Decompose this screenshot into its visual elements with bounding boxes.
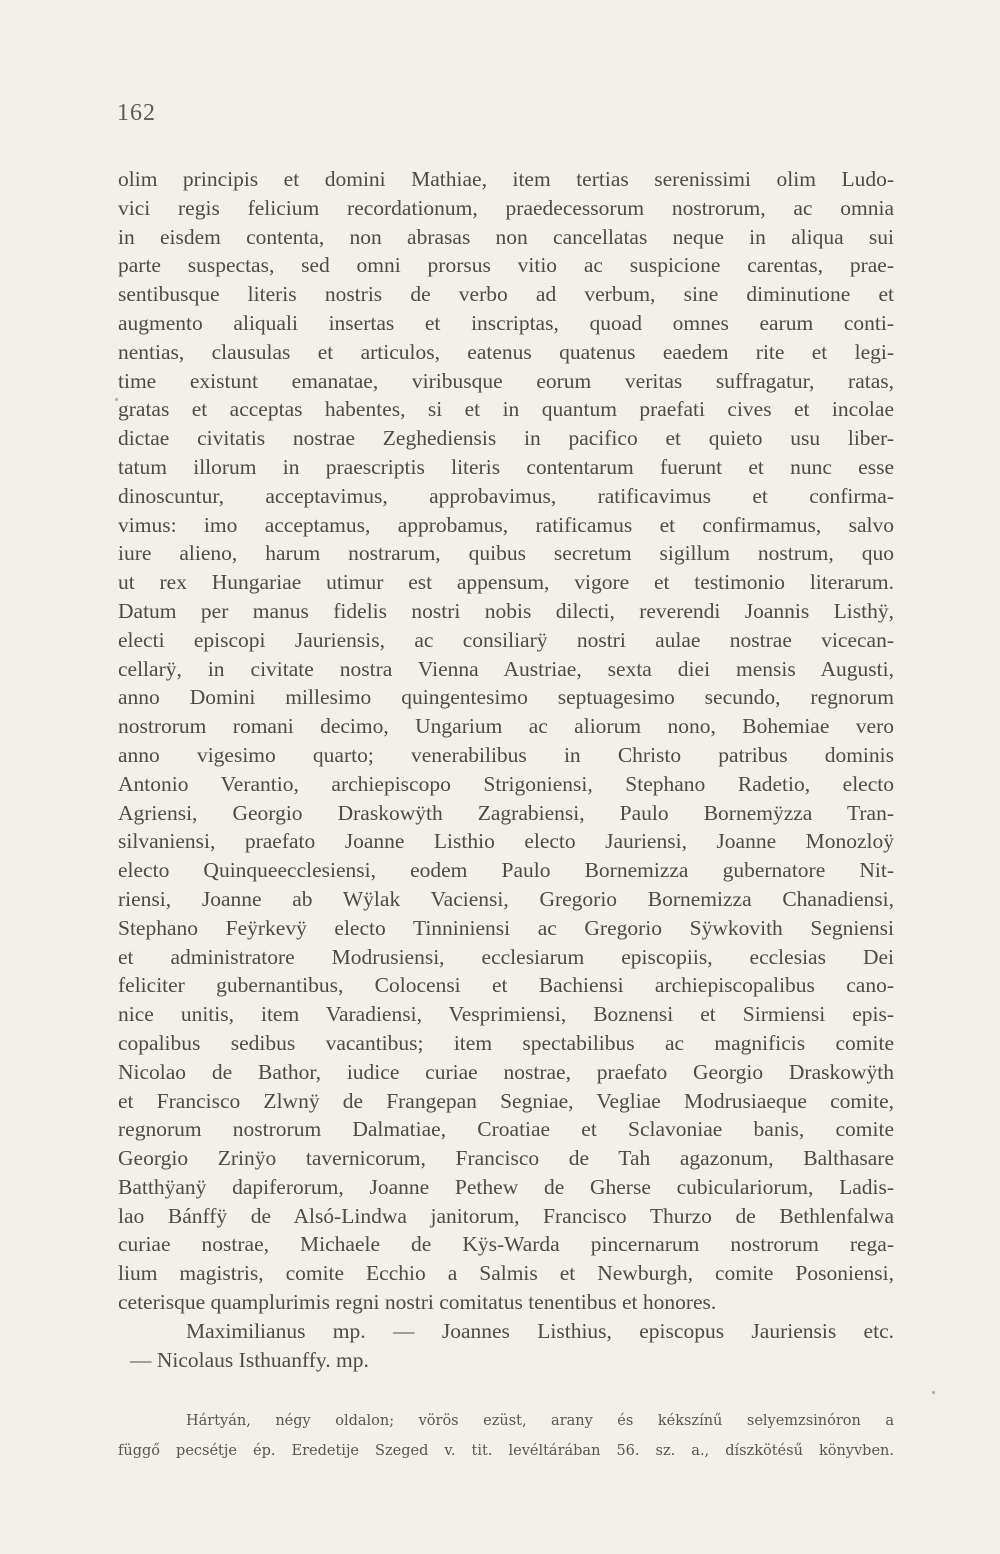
text-line: dinoscuntur, acceptavimus, approbavimus, ratificavimus et confirma- — [118, 483, 894, 508]
text-line: electi episcopi Jauriensis, ac consiliarÿ nostri aulae nostrae vicecan- — [118, 627, 894, 652]
text-line: sentibusque literis nostris de verbo ad verbum, sine diminutione et — [118, 282, 894, 307]
text-line: augmento aliquali insertas et inscriptas, quoad omnes earum conti- — [118, 310, 894, 335]
text-line: dictae civitatis nostrae Zeghediensis in pacifico et quieto usu liber- — [118, 426, 894, 451]
text-line: feliciter gubernantibus, Colocensi et Bachiensi archiepiscopalibus cano- — [118, 973, 894, 998]
text-line: Georgio Zrinÿo tavernicorum, Francisco de Tah agazonum, Balthasare — [118, 1146, 894, 1171]
text-line: nice unitis, item Varadiensi, Vesprimiensi, Boznensi et Sirmiensi epis- — [118, 1002, 894, 1027]
text-line: iure alieno, harum nostrarum, quibus secretum sigillum nostrum, quo — [118, 541, 894, 566]
text-line: lao Bánffÿ de Alsó-Lindwa janitorum, Francisco Thurzo de Bethlenfalwa — [118, 1203, 894, 1228]
text-line: Antonio Verantio, archiepiscopo Strigoniensi, Stephano Radetio, electo — [118, 771, 894, 796]
note-line: függő pecsétje ép. Eredetije Szeged v. tit. levéltárában 56. sz. a., díszkötésű könyvben. — [118, 1443, 894, 1459]
paper-speck — [115, 398, 118, 401]
main-text — [118, 165, 894, 1374]
text-line: olim principis et domini Mathiae, item tertias serenissimi olim Ludo- — [118, 167, 894, 191]
text-line: riensi, Joanne ab Wÿlak Vaciensi, Gregorio Bornemizza Chanadiensi, — [118, 886, 894, 911]
text-line: copalibus sedibus vacantibus; item spectabilibus ac magnificis comite — [118, 1030, 894, 1055]
text-line: et administratore Modrusiensi, ecclesiarum episcopiis, ecclesias Dei — [118, 944, 894, 969]
signature-line: — Nicolaus Isthuanffy. mp. — [130, 1347, 369, 1372]
text-line: et Francisco Zlwnÿ de Frangepan Segniae, Vegliae Modrusiaeque comite, — [118, 1088, 894, 1113]
page-number: 162 — [117, 100, 156, 126]
archival-note — [118, 1406, 894, 1466]
text-line: regnorum nostrorum Dalmatiae, Croatiae et Sclavoniae banis, comite — [118, 1117, 894, 1142]
text-line: nostrorum romani decimo, Ungarium ac aliorum nono, Bohemiae vero — [118, 714, 894, 739]
text-line: anno vigesimo quarto; venerabilibus in Christo patribus dominis — [118, 742, 894, 767]
paper-speck — [932, 1391, 935, 1394]
text-line: nentias, clausulas et articulos, eatenus quatenus eaedem rite et legi- — [118, 339, 894, 364]
note-line: Hártyán, négy oldalon; vörös ezüst, arany és kékszínű selyemzsinóron a — [186, 1413, 894, 1429]
text-line: Stephano Feÿrkevÿ electo Tinniniensi ac Gregorio Sÿwkovith Segniensi — [118, 915, 894, 940]
text-line: ceterisque quamplurimis regni nostri comitatus tenentibus et honores. — [118, 1290, 717, 1315]
text-line: curiae nostrae, Michaele de Kÿs-Warda pincernarum nostrorum rega- — [118, 1232, 894, 1257]
signature-line: Maximilianus mp. — Joannes Listhius, episcopus Jauriensis etc. — [186, 1318, 894, 1343]
text-line: gratas et acceptas habentes, si et in quantum praefati cives et incolae — [118, 397, 894, 422]
text-line: Nicolao de Bathor, iudice curiae nostrae, praefato Georgio Draskowÿth — [118, 1059, 894, 1084]
text-line: vici regis felicium recordationum, praedecessorum nostrorum, ac omnia — [118, 195, 894, 220]
text-line: Datum per manus fidelis nostri nobis dilecti, reverendi Joannis Listhÿ, — [118, 598, 894, 623]
text-line: lium magistris, comite Ecchio a Salmis et Newburgh, comite Posoniensi, — [118, 1261, 894, 1286]
text-line: silvaniensi, praefato Joanne Listhio electo Jauriensi, Joanne Monozloÿ — [118, 829, 894, 854]
text-line: in eisdem contenta, non abrasas non cancellatas neque in aliqua sui — [118, 224, 894, 249]
text-line: parte suspectas, sed omni prorsus vitio ac suspicione carentas, prae- — [118, 253, 894, 278]
text-line: electo Quinqueecclesiensi, eodem Paulo Bornemizza gubernatore Nit- — [118, 858, 894, 883]
text-line: Batthÿanÿ dapiferorum, Joanne Pethew de Gherse cubiculariorum, Ladis- — [118, 1174, 894, 1199]
text-line: anno Domini millesimo quingentesimo septuagesimo secundo, regnorum — [118, 685, 894, 710]
text-line: Agriensi, Georgio Draskowÿth Zagrabiensi, Paulo Bornemÿzza Tran- — [118, 800, 894, 825]
text-line: tatum illorum in praescriptis literis contentarum fuerunt et nunc esse — [118, 454, 894, 479]
text-line: time existunt emanatae, viribusque eorum veritas suffragatur, ratas, — [118, 368, 894, 393]
text-line: cellarÿ, in civitate nostra Vienna Austriae, sexta diei mensis Augusti, — [118, 656, 894, 681]
text-line: vimus: imo acceptamus, approbamus, ratificamus et confirmamus, salvo — [118, 512, 894, 537]
text-line: ut rex Hungariae utimur est appensum, vigore et testimonio literarum. — [118, 570, 894, 595]
